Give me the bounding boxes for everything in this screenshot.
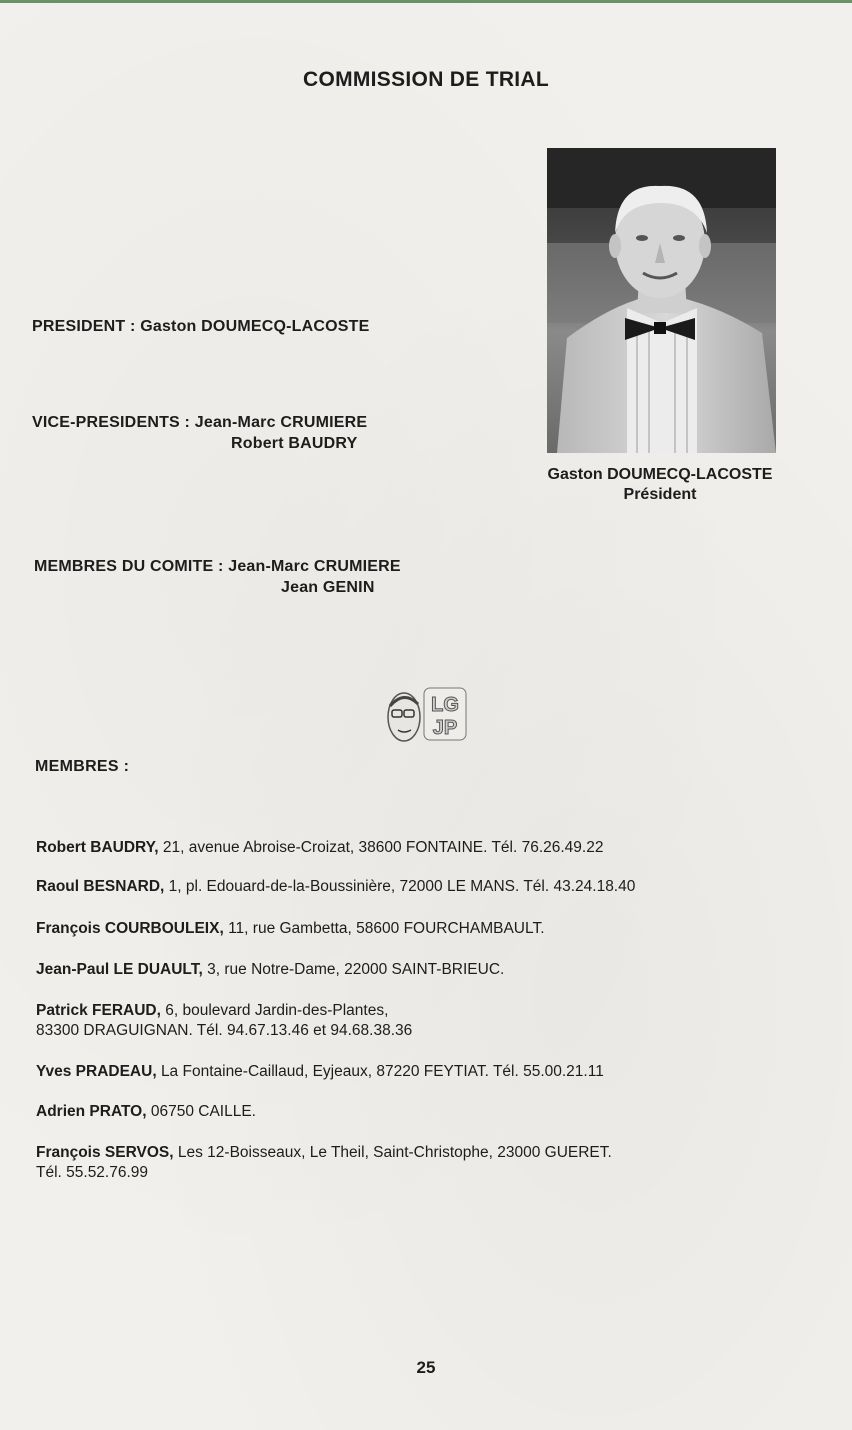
member-last-name: PRADEAU, (75, 1063, 157, 1080)
committee-name-2: Jean GENIN (281, 579, 375, 596)
member-entry (36, 919, 826, 939)
member-address: 6, boulevard Jardin-des-Plantes, (165, 1002, 389, 1019)
member-address: 1, pl. Edouard-de-la-Boussinière, 72000 LE MANS. Tél. 43.24.18.40 (168, 878, 636, 895)
member-first-name: François (36, 1144, 101, 1161)
vice-president-name-1: Jean-Marc CRUMIERE (194, 414, 368, 431)
member-last-name: LE DUAULT, (113, 961, 203, 978)
caption-name: Gaston DOUMECQ-LACOSTE (547, 466, 773, 483)
vice-president-name-2: Robert BAUDRY (231, 435, 358, 452)
page-number: 25 (416, 1358, 436, 1377)
member-last-name: BESNARD, (83, 878, 165, 895)
vice-presidents-label: VICE-PRESIDENTS : (32, 414, 191, 431)
photo-caption (505, 465, 815, 505)
president-photo (547, 148, 776, 453)
lgjp-logo (384, 684, 470, 746)
member-entry (36, 1102, 826, 1122)
top-edge (0, 0, 852, 3)
logo-text-top: LG (431, 694, 459, 716)
committee-line (34, 556, 401, 577)
caption-role: Président (623, 486, 697, 503)
member-first-name: Patrick (36, 1002, 88, 1019)
president-line (32, 316, 370, 337)
vice-presidents-line (32, 412, 367, 433)
member-last-name: BAUDRY, (90, 839, 159, 856)
committee-label: MEMBRES DU COMITE : (34, 558, 224, 575)
member-address: 06750 CAILLE. (150, 1103, 256, 1120)
president-label: PRESIDENT : (32, 318, 136, 335)
president-name: Gaston DOUMECQ-LACOSTE (140, 318, 370, 335)
member-entry (36, 1143, 826, 1183)
member-first-name: Raoul (36, 878, 80, 895)
portrait-image (547, 148, 776, 453)
member-entry (36, 1001, 826, 1041)
member-address: 11, rue Gambetta, 58600 FOURCHAMBAULT. (228, 920, 545, 937)
member-address-line-2: 83300 DRAGUIGNAN. Tél. 94.67.13.46 et 94.68.38.36 (36, 1022, 413, 1039)
member-first-name: Jean-Paul (36, 961, 110, 978)
member-address: Les 12-Boisseaux, Le Theil, Saint-Christophe, 23000 GUERET. (177, 1144, 612, 1161)
committee-name-1: Jean-Marc CRUMIERE (228, 558, 401, 575)
member-entry (36, 960, 826, 980)
member-last-name: COURBOULEIX, (104, 920, 224, 937)
committee-line-2 (281, 577, 375, 598)
member-last-name: PRATO, (89, 1103, 147, 1120)
member-first-name: Yves (36, 1063, 72, 1080)
member-entry (36, 838, 826, 858)
page-title: COMMISSION DE TRIAL (302, 68, 550, 91)
member-address: 21, avenue Abroise-Croizat, 38600 FONTAINE. Tél. 76.26.49.22 (162, 839, 604, 856)
member-address: 3, rue Notre-Dame, 22000 SAINT-BRIEUC. (207, 961, 505, 978)
members-heading: MEMBRES : (35, 758, 130, 775)
member-first-name: Robert (36, 839, 86, 856)
vice-president-line-2 (231, 433, 357, 454)
member-entry (36, 877, 826, 897)
member-entry (36, 1062, 826, 1082)
member-first-name: Adrien (36, 1103, 86, 1120)
member-address: La Fontaine-Caillaud, Eyjeaux, 87220 FEYTIAT. Tél. 55.00.21.11 (160, 1063, 604, 1080)
member-first-name: François (36, 920, 101, 937)
member-address-line-2: Tél. 55.52.76.99 (36, 1164, 149, 1181)
logo-text-bottom: JP (432, 717, 458, 739)
member-last-name: FERAUD, (92, 1002, 161, 1019)
member-last-name: SERVOS, (104, 1144, 174, 1161)
